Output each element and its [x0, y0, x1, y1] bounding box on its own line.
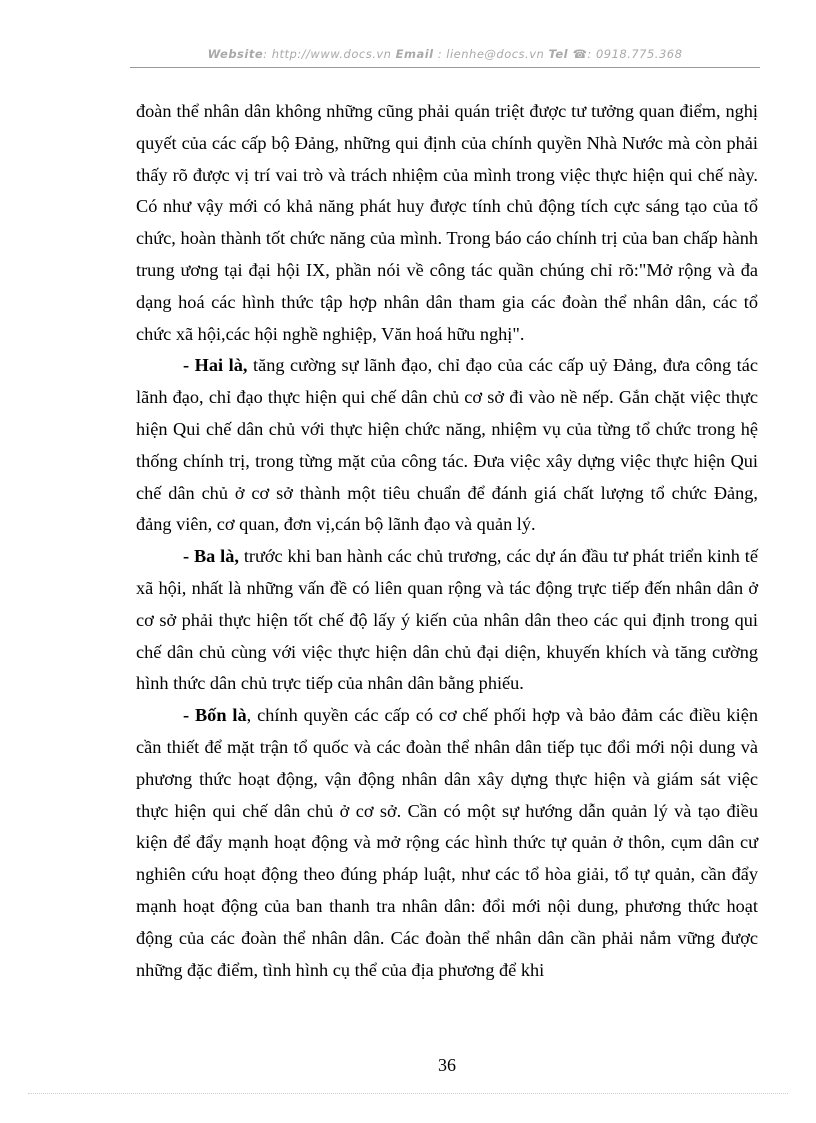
phone-number: 0918.775.368 — [595, 47, 683, 61]
website-separator: : — [263, 47, 272, 61]
email-label: Email — [395, 47, 434, 61]
footer-divider — [28, 1093, 788, 1094]
page-number: 36 — [438, 1055, 456, 1075]
page-header — [130, 47, 760, 61]
paragraph-text: , chính quyền các cấp có cơ chế phối hợp và bảo đảm các điều kiện cần thiết để mặt trận tổ quốc và các đoàn thể nhân dân tiếp tục đổi mới nội dung và phương thức hoạt động, vận động nhân dân xây dựng thực hiện và giám sát việc thực hiện qui chế dân chủ ở cơ sở. Cần có một sự hướng dẫn quản lý và tạo điều kiện để đẩy mạnh hoạt động và mở rộng các hình thức tự quản ở thôn, cụm dân cư nghiên cứu hoạt động theo đúng pháp luật, như các tổ hòa giải, tổ tự quản, cần đẩy mạnh hoạt động của ban thanh tra nhân dân: đổi mới nội dung, phương thức hoạt động của các đoàn thể nhân dân. Các đoàn thể nhân dân cần phải nắm vững được những đặc điểm, tình hình cụ thể của địa phương để khi — [136, 705, 758, 980]
paragraph-text: đoàn thể nhân dân không những cũng phải quán triệt được tư tưởng quan điểm, nghị quyết của các cấp bộ Đảng, những qui định của chính quyền Nhà Nước mà còn phải thấy rõ được vị trí vai trò và trách nhiệm của mình trong việc thực hiện qui chế này. Có như vậy mới có khả năng phát huy được tính chủ động tích cực sáng tạo của tổ chức, hoàn thành tốt chức năng của mình. Trong báo cáo chính trị của ban chấp hành trung ương tại đại hội IX, phần nói về công tác quần chúng chỉ rõ:"Mở rộng và đa dạng hoá các hình thức tập hợp nhân dân tham gia các đoàn thể nhân dân, các tổ chức xã hội,các hội nghề nghiệp, Văn hoá hữu nghị". — [136, 101, 758, 344]
paragraph — [136, 96, 758, 350]
website-label: Website — [207, 47, 264, 61]
paragraph — [136, 541, 758, 700]
phone-separator: : — [587, 47, 596, 61]
paragraph-text: tăng cường sự lãnh đạo, chỉ đạo của các cấp uỷ Đảng, đưa công tác lãnh đạo, chỉ đạo thực hiện qui chế dân chủ cơ sở đi vào nề nếp. Gắn chặt việc thực hiện Qui chế dân chủ với thực hiện chức năng, nhiệm vụ của từng tổ chức trong hệ thống chính trị, trong từng mặt của công tác. Đưa việc xây dựng việc thực hiện Qui chế dân chủ ở cơ sở thành một tiêu chuẩn để đánh giá chất lượng tổ chức Đảng, đảng viên, cơ quan, đơn vị,cán bộ lãnh đạo và quản lý. — [136, 355, 758, 535]
paragraph-lead: - Hai là, — [183, 355, 248, 376]
paragraph — [136, 700, 758, 986]
website-url[interactable]: http://www.docs.vn — [271, 47, 396, 61]
paragraph-text: trước khi ban hành các chủ trương, các dự án đầu tư phát triển kinh tế xã hội, nhất là những vấn đề có liên quan rộng và tác động trực tiếp đến nhân dân ở cơ sở phải thực hiện tốt chế độ lấy ý kiến của nhân dân theo các qui định trong qui chế dân chủ cùng với việc thực hiện dân chủ đại diện, khuyến khích và tăng cường hình thức dân chủ trực tiếp của nhân dân bằng phiếu. — [136, 546, 758, 694]
paragraph-lead: - Ba là, — [183, 546, 239, 567]
body-text — [136, 96, 758, 986]
phone-label: Tel ☎ — [548, 47, 588, 61]
email-separator: : — [433, 47, 447, 61]
header-divider — [130, 67, 760, 68]
paragraph-lead: - Bốn là — [183, 705, 247, 726]
paragraph — [136, 350, 758, 541]
email-address[interactable]: lienhe@docs.vn — [446, 47, 549, 61]
